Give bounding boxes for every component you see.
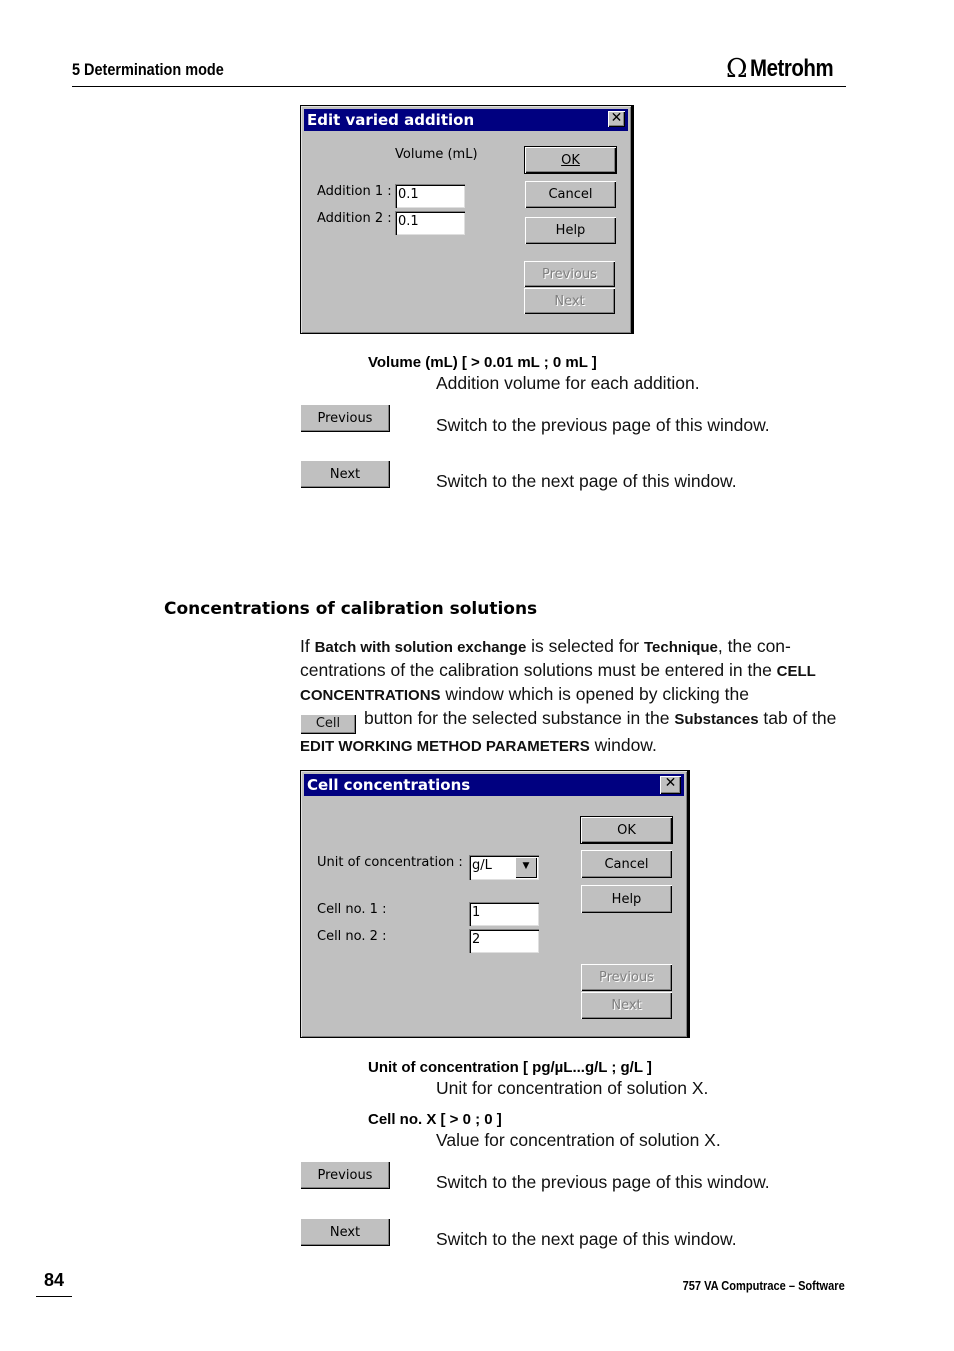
volume-term: Volume (mL) [ > 0.01 mL ; 0 mL ] (368, 354, 597, 371)
next-button[interactable]: Next (581, 992, 672, 1019)
cancel-button[interactable]: Cancel (525, 181, 616, 208)
cell-button-sample[interactable]: Cell (300, 714, 356, 734)
dialog-title: Cell concentrations (307, 776, 471, 794)
omega-icon: Ω (726, 54, 748, 84)
previous-button-sample[interactable]: Previous (300, 404, 390, 432)
previous-button[interactable]: Previous (524, 261, 615, 287)
cancel-button[interactable]: Cancel (581, 850, 672, 878)
edit-varied-addition-dialog (300, 105, 632, 334)
volume-column-header: Volume (mL) (395, 147, 478, 162)
chevron-down-icon[interactable]: ▼ (515, 857, 537, 878)
close-icon[interactable]: ✕ (608, 111, 625, 127)
next-button-sample[interactable]: Next (300, 460, 390, 488)
unit-dropdown[interactable]: g/L ▼ (469, 855, 539, 880)
product-name: 757 VA Computrace – Software (682, 1278, 845, 1293)
page-number-rule (36, 1296, 72, 1297)
next-button[interactable]: Next (524, 288, 615, 314)
previous-button[interactable]: Previous (581, 964, 672, 991)
cell-1-input[interactable]: 1 (469, 902, 539, 926)
next-button-sample[interactable]: Next (300, 1218, 390, 1246)
help-button[interactable]: Help (525, 217, 616, 244)
previous-button-sample[interactable]: Previous (300, 1161, 390, 1189)
metrohm-logo (726, 55, 847, 83)
addition-1-input[interactable]: 0.1 (395, 184, 465, 208)
intro-paragraph: If Batch with solution exchange is selected for Technique, the con-centrations of the calibration solutions must be entered in the CELL CONCENTRATIONS window which is opened by clicking the Cell button for the selected substance in the Substances tab of the EDIT WORKING METHOD PARAMETERS window. (300, 636, 837, 755)
page-number: 84 (43, 1270, 65, 1290)
previous-desc: Switch to the previous page of this window. (436, 1172, 770, 1192)
cell-concentrations-dialog (300, 770, 688, 1038)
unit-term: Unit of concentration [ pg/µL...g/L ; g/L ] (368, 1059, 652, 1076)
cell-term: Cell no. X [ > 0 ; 0 ] (368, 1111, 502, 1128)
chapter-title: 5 Determination mode (72, 60, 224, 79)
ok-button[interactable]: OK (525, 147, 616, 173)
previous-desc: Switch to the previous page of this window. (436, 415, 770, 435)
unit-desc: Unit for concentration of solution X. (436, 1078, 709, 1098)
volume-desc: Addition volume for each addition. (436, 373, 700, 393)
dialog-titlebar (304, 774, 684, 796)
addition-2-input[interactable]: 0.1 (395, 211, 465, 235)
addition-1-label: Addition 1 : (317, 184, 392, 199)
cell-desc: Value for concentration of solution X. (436, 1130, 721, 1150)
addition-2-label: Addition 2 : (317, 211, 392, 226)
brand-name: Metrohm (749, 55, 833, 82)
unit-label: Unit of concentration : (317, 855, 463, 870)
section-heading: Concentrations of calibration solutions (164, 599, 538, 619)
cell-1-label: Cell no. 1 : (317, 902, 387, 917)
help-button[interactable]: Help (581, 885, 672, 913)
cell-2-label: Cell no. 2 : (317, 929, 387, 944)
ok-button[interactable]: OK (581, 817, 672, 843)
cell-2-input[interactable]: 2 (469, 929, 539, 953)
header-rule (72, 86, 846, 87)
dialog-title: Edit varied addition (307, 111, 475, 129)
close-icon[interactable]: ✕ (660, 776, 681, 794)
dialog-titlebar (304, 109, 628, 131)
next-desc: Switch to the next page of this window. (436, 471, 737, 491)
next-desc: Switch to the next page of this window. (436, 1229, 737, 1249)
